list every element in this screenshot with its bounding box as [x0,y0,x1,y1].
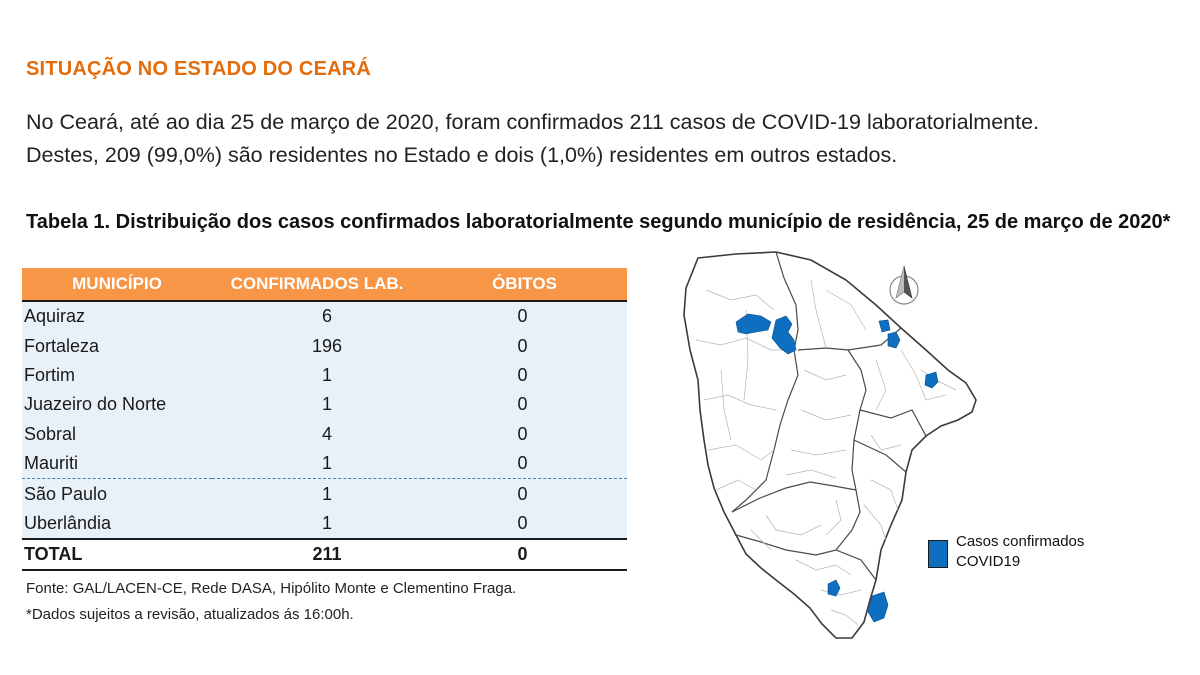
cell-municipio: Mauriti [22,449,212,479]
table-row [22,509,627,539]
cell-obitos: 0 [422,420,627,449]
header-obitos: ÓBITOS [422,268,627,301]
cell-obitos: 0 [422,301,627,331]
legend-line-1: Casos confirmados [956,533,1085,550]
table-row [22,449,627,479]
table-notes [26,576,516,628]
total-confirmados: 211 [212,539,422,570]
cell-confirmados: 1 [212,509,422,539]
header-municipio: MUNICÍPIO [22,268,212,301]
cell-municipio: Fortaleza [22,331,212,360]
total-obitos: 0 [422,539,627,570]
cell-confirmados: 6 [212,301,422,331]
cell-confirmados: 4 [212,420,422,449]
cell-confirmados: 1 [212,361,422,390]
state-outline [684,252,976,638]
intro-line-1: No Ceará, até ao dia 25 de março de 2020, foram confirmados 211 casos de COVID-19 laboratorialmente. [26,110,1040,134]
cell-municipio: São Paulo [22,479,212,509]
source-note: Fonte: GAL/LACEN-CE, Rede DASA, Hipólito Monte e Clementino Fraga. [26,580,517,597]
cell-obitos: 0 [422,361,627,390]
cell-municipio: Fortim [22,361,212,390]
cell-confirmados: 1 [212,479,422,509]
table-row [22,301,627,331]
cell-obitos: 0 [422,449,627,479]
section-heading: SITUAÇÃO NO ESTADO DO CEARÁ [26,58,372,80]
table-total-row [22,539,627,570]
cell-obitos: 0 [422,390,627,419]
map-legend [956,532,1084,572]
north-arrow-icon [890,266,918,304]
cases-table [22,268,627,571]
cell-obitos: 0 [422,479,627,509]
cell-obitos: 0 [422,509,627,539]
table-row [22,390,627,419]
legend-swatch [928,540,948,568]
legend-line-2: COVID19 [956,553,1021,570]
cell-municipio: Sobral [22,420,212,449]
header-confirmados: CONFIRMADOS LAB. [212,268,422,301]
cell-confirmados: 196 [212,331,422,360]
intro-paragraph [26,106,1176,172]
disclaimer-note: *Dados sujeitos a revisão, atualizados ás 16:00h. [26,606,354,623]
cell-obitos: 0 [422,331,627,360]
cell-confirmados: 1 [212,449,422,479]
table-row [22,479,627,509]
table-row [22,361,627,390]
table-row [22,331,627,360]
intro-line-2: Destes, 209 (99,0%) são residentes no Estado e dois (1,0%) residentes em outros estados. [26,143,898,167]
table-row [22,420,627,449]
cell-confirmados: 1 [212,390,422,419]
ceara-map [676,250,996,645]
table-header-row [22,268,627,301]
table-caption: Tabela 1. Distribuição dos casos confirmados laboratorialmente segundo município de residência, 25 de março de 2020* [26,211,1171,233]
cell-municipio: Aquiraz [22,301,212,331]
cell-municipio: Juazeiro do Norte [22,390,212,419]
cell-municipio: Uberlândia [22,509,212,539]
total-label: TOTAL [22,539,212,570]
